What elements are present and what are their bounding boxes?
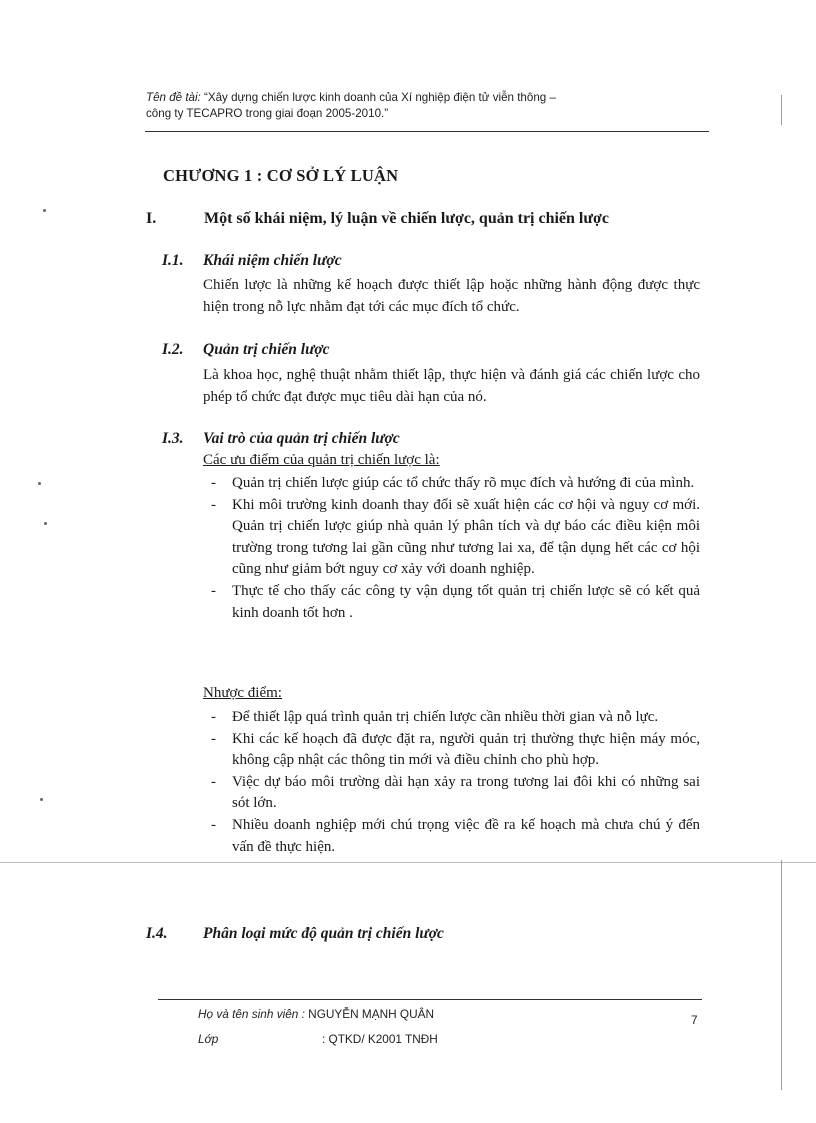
- advantages-label: Các ưu điểm của quản trị chiến lược là:: [203, 452, 440, 468]
- chapter-title: CHƯƠNG 1 : CƠ SỞ LÝ LUẬN: [163, 166, 399, 185]
- list-item: [203, 581, 700, 624]
- list-item-text: Việc dự báo môi trường dài hạn xảy ra trong tương lai đôi khi có những sai sót lớn.: [232, 773, 700, 812]
- list-item: [203, 473, 700, 495]
- paragraph-text: Là khoa học, nghệ thuật nhằm thiết lập, thực hiện và đánh giá các chiến lược cho phép tổ chức đạt được mục tiêu dài hạn của nó.: [203, 367, 700, 405]
- scan-line-artifact: [0, 862, 816, 863]
- footer-student: [198, 1007, 434, 1021]
- subsection-heading-1: [162, 252, 342, 270]
- list-item-text: Khi môi trường kinh doanh thay đổi sẽ xuất hiện các cơ hội và nguy cơ mới. Quản trị chiến lược giúp nhà quản lý phân tích và dự báo các điều kiện môi trường trong tương lai gần cũng như tương lai xa, để tận dụng hết các cơ hội cũng như giảm bớt nguy cơ xảy với doanh nghiệp.: [232, 496, 700, 578]
- header-lead: Tên đề tài:: [146, 91, 201, 104]
- bullet-dash: -: [211, 496, 216, 513]
- footer-class: [198, 1032, 218, 1046]
- header-line-1: [146, 90, 706, 106]
- section-number: I.: [146, 210, 157, 227]
- list-item-text: Nhiều doanh nghiệp mới chú trọng việc đề ra kế hoạch mà chưa chú ý đến vấn đề thực hiện.: [232, 816, 700, 855]
- bullet-dash: -: [211, 709, 216, 725]
- list-item: [203, 495, 700, 581]
- subsection-number: I.3.: [162, 430, 184, 447]
- student-label: Họ và tên sinh viên :: [198, 1007, 305, 1021]
- advantages-list: [203, 473, 700, 624]
- bullet-dash: -: [211, 475, 216, 491]
- list-item-text: Quản trị chiến lược giúp các tổ chức thấy rõ mục đích và hướng đi của mình.: [232, 475, 695, 491]
- paragraph-text: Chiến lược là những kế hoạch được thiết lập hoặc những hành động được thực hiện trong nỗ lực nhằm đạt tới các mục đích tổ chức.: [203, 277, 700, 315]
- bullet-dash: -: [211, 730, 216, 747]
- page-header: [146, 90, 706, 122]
- header-title-line-1: “Xây dựng chiến lược kinh doanh của Xí nghiệp điện tử viễn thông –: [200, 91, 556, 104]
- bullet-dash: -: [211, 582, 216, 599]
- subsection-number: I.1.: [162, 252, 184, 269]
- class-label: Lớp: [198, 1032, 219, 1046]
- subsection-title: Quản trị chiến lược: [203, 341, 330, 358]
- list-item: [203, 707, 700, 729]
- disadvantages-list: [203, 707, 700, 858]
- subsection-title: Phân loại mức độ quản trị chiến lược: [203, 925, 444, 942]
- scan-speck: [44, 522, 47, 525]
- scan-edge-artifact: [781, 95, 782, 125]
- subsection-number: I.2.: [162, 341, 184, 358]
- subsection-title: Khái niệm chiến lược: [203, 252, 342, 269]
- header-rule: [145, 131, 709, 132]
- class-value: : QTKD/ K2001 TNĐH: [322, 1032, 438, 1046]
- list-item: [203, 729, 700, 772]
- footer-rule: [158, 999, 702, 1000]
- subsection-heading-2: [162, 341, 330, 359]
- subsection-title: Vai trò của quản trị chiến lược: [203, 430, 400, 447]
- header-title-line-2: công ty TECAPRO trong giai đoạn 2005-2010.”: [146, 107, 389, 120]
- bullet-dash: -: [211, 816, 216, 833]
- list-item: [203, 772, 700, 815]
- student-name: NGUYỄN MẠNH QUÂN: [304, 1007, 435, 1021]
- scan-speck: [38, 482, 41, 485]
- section-heading: [146, 210, 609, 228]
- section-title: Một số khái niệm, lý luận về chiến lược, quản trị chiến lược: [204, 210, 609, 227]
- disadvantages-label: Nhược điểm:: [203, 685, 282, 701]
- scan-speck: [43, 209, 46, 212]
- subsection-paragraph-1: [203, 274, 700, 318]
- subsection-paragraph-2: [203, 364, 700, 408]
- scan-speck: [40, 798, 43, 801]
- subsection-heading-3: [162, 430, 400, 448]
- list-item-text: Để thiết lập quá trình quản trị chiến lược cần nhiều thời gian và nỗ lực.: [232, 709, 659, 725]
- subsection-heading-4: [146, 925, 444, 943]
- bullet-dash: -: [211, 773, 216, 790]
- subsection-number: I.4.: [146, 925, 168, 942]
- list-item-text: Khi các kế hoạch đã được đặt ra, người quản trị thường thực hiện máy móc, không cập nhật các thông tin mới và điều chỉnh cho phù hợp.: [232, 730, 700, 769]
- scan-edge-artifact: [781, 860, 782, 1090]
- list-item-text: Thực tế cho thấy các công ty vận dụng tốt quản trị chiến lược sẽ có kết quả kinh doanh tốt hơn .: [232, 582, 700, 621]
- page-number: 7: [691, 1013, 698, 1027]
- list-item: [203, 815, 700, 858]
